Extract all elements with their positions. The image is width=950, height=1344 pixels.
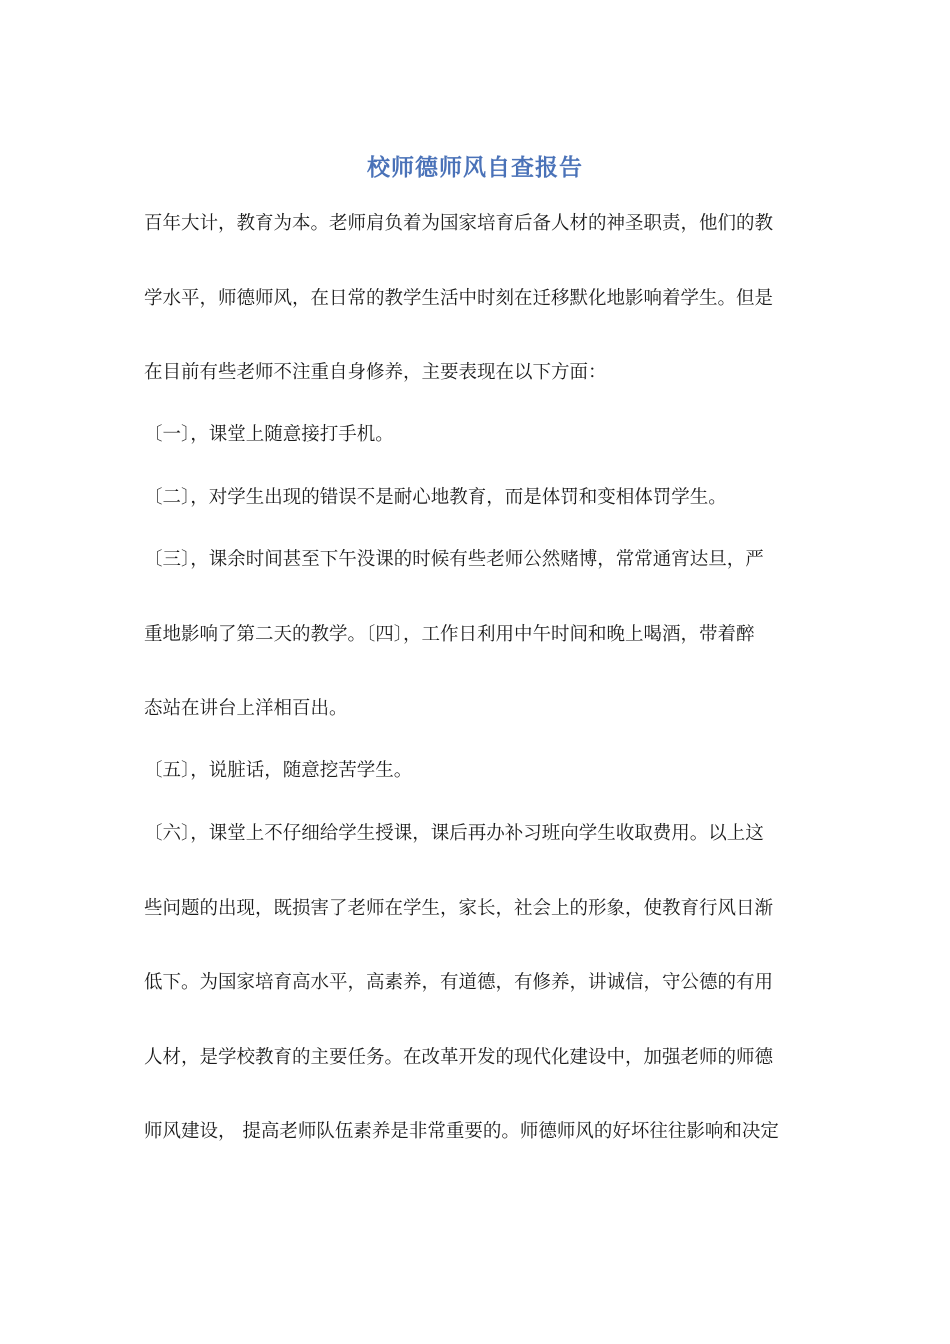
text-line: 学水平，师德师风，在日常的教学生活中时刻在迁移默化地影响着学生。但是	[144, 288, 774, 309]
text-line: 〔一〕，课堂上随意接打手机。	[144, 424, 394, 445]
document-title: 校师德师风自查报告	[367, 154, 583, 181]
text-line: 重地影响了第二天的教学。〔四〕，工作日利用中午时间和晚上喝酒，带着醉	[144, 624, 755, 645]
text-line: 百年大计，教育为本。老师肩负着为国家培育后备人材的神圣职责，他们的教	[144, 213, 774, 234]
text-line: 些问题的出现，既损害了老师在学生，家长，社会上的形象，使教育行风日渐	[144, 898, 774, 919]
text-line: 在目前有些老师不注重自身修养，主要表现在以下方面：	[144, 362, 607, 383]
text-line: 〔三〕，课余时间甚至下午没课的时候有些老师公然赌博，常常通宵达旦，严	[144, 549, 764, 570]
text-line: 态站在讲台上洋相百出。	[144, 698, 348, 719]
text-line: 〔二〕，对学生出现的错误不是耐心地教育，而是体罚和变相体罚学生。	[144, 487, 727, 508]
text-line: 〔六〕，课堂上不仔细给学生授课，课后再办补习班向学生收取费用。以上这	[144, 823, 764, 844]
text-line: 人材，是学校教育的主要任务。在改革开发的现代化建设中，加强老师的师德	[144, 1047, 774, 1068]
text-line: 低下。为国家培育高水平，高素养，有道德，有修养，讲诚信，守公德的有用	[144, 972, 774, 993]
text-line: 〔五〕，说脏话，随意挖苦学生。	[144, 760, 413, 781]
text-line: 师风建设， 提高老师队伍素养是非常重要的。师德师风的好坏往往影响和决定	[144, 1121, 779, 1142]
